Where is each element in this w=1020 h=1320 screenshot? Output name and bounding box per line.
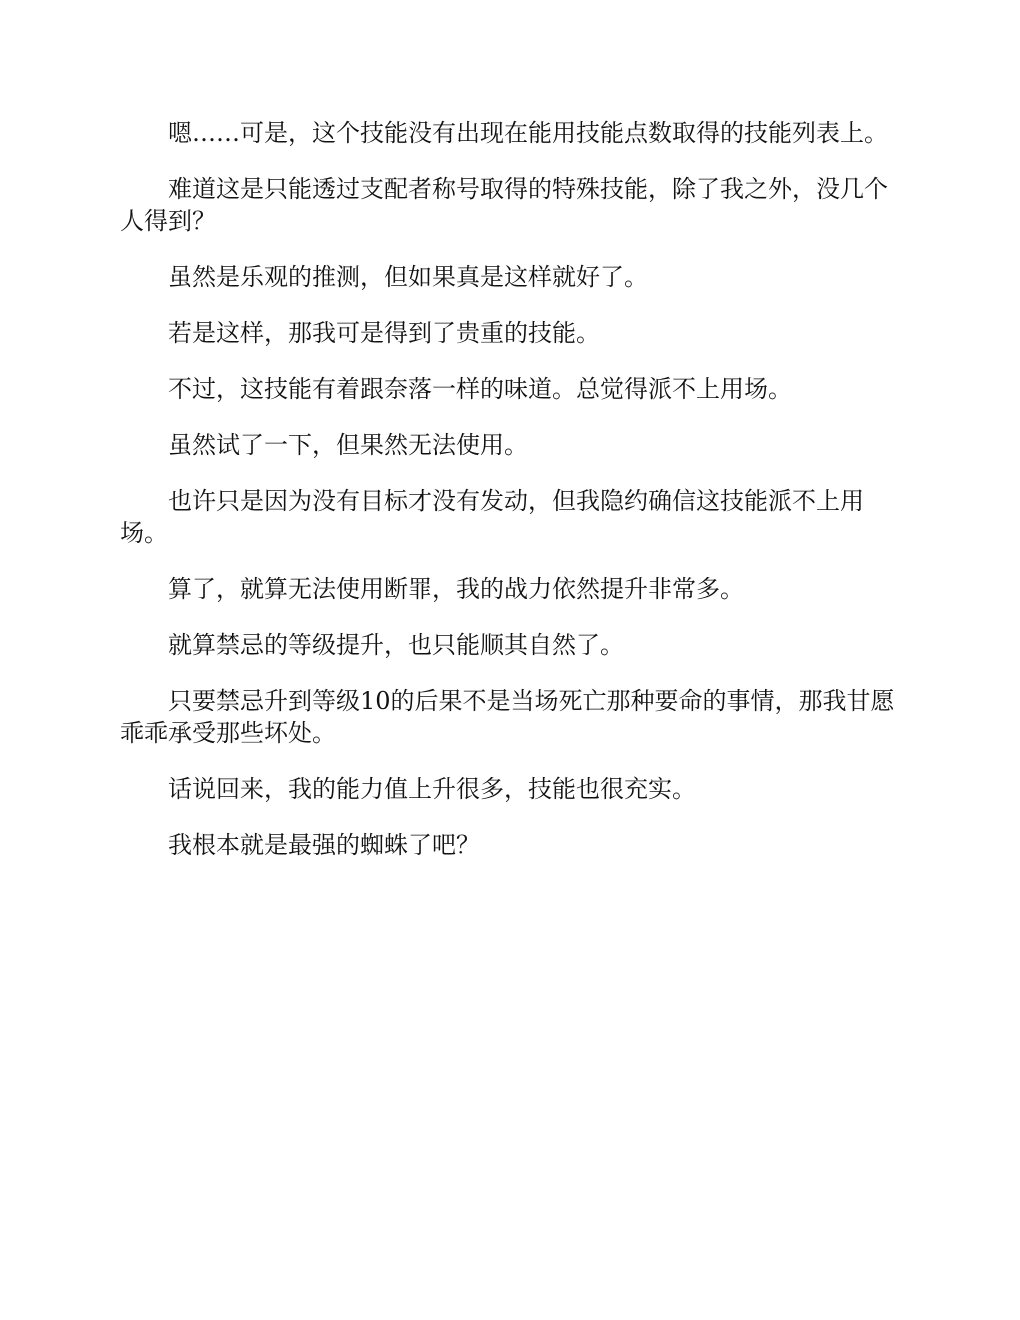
paragraph-2: 难道这是只能透过支配者称号取得的特殊技能，除了我之外，没几个人得到？ xyxy=(120,175,888,235)
paragraph-3: 虽然是乐观的推测，但如果真是这样就好了。 xyxy=(168,263,648,291)
paragraph-5: 不过，这技能有着跟奈落一样的味道。总觉得派不上用场。 xyxy=(168,375,792,403)
paragraph-11: 话说回来，我的能力值上升很多，技能也很充实。 xyxy=(168,775,696,803)
paragraph-12: 我根本就是最强的蜘蛛了吧？ xyxy=(168,831,480,859)
paragraph-4: 若是这样，那我可是得到了贵重的技能。 xyxy=(168,319,600,347)
paragraph-7: 也许只是因为没有目标才没有发动，但我隐约确信这技能派不上用场。 xyxy=(120,487,864,547)
paragraph-8: 算了，就算无法使用断罪，我的战力依然提升非常多。 xyxy=(168,575,744,603)
document-page xyxy=(120,117,900,885)
paragraph-1: 嗯……可是，这个技能没有出现在能用技能点数取得的技能列表上。 xyxy=(168,119,888,147)
paragraph-10: 只要禁忌升到等级10的后果不是当场死亡那种要命的事情，那我甘愿乖乖承受那些坏处。 xyxy=(120,687,895,747)
paragraph-6: 虽然试了一下，但果然无法使用。 xyxy=(168,431,528,459)
paragraph-9: 就算禁忌的等级提升，也只能顺其自然了。 xyxy=(168,631,624,659)
